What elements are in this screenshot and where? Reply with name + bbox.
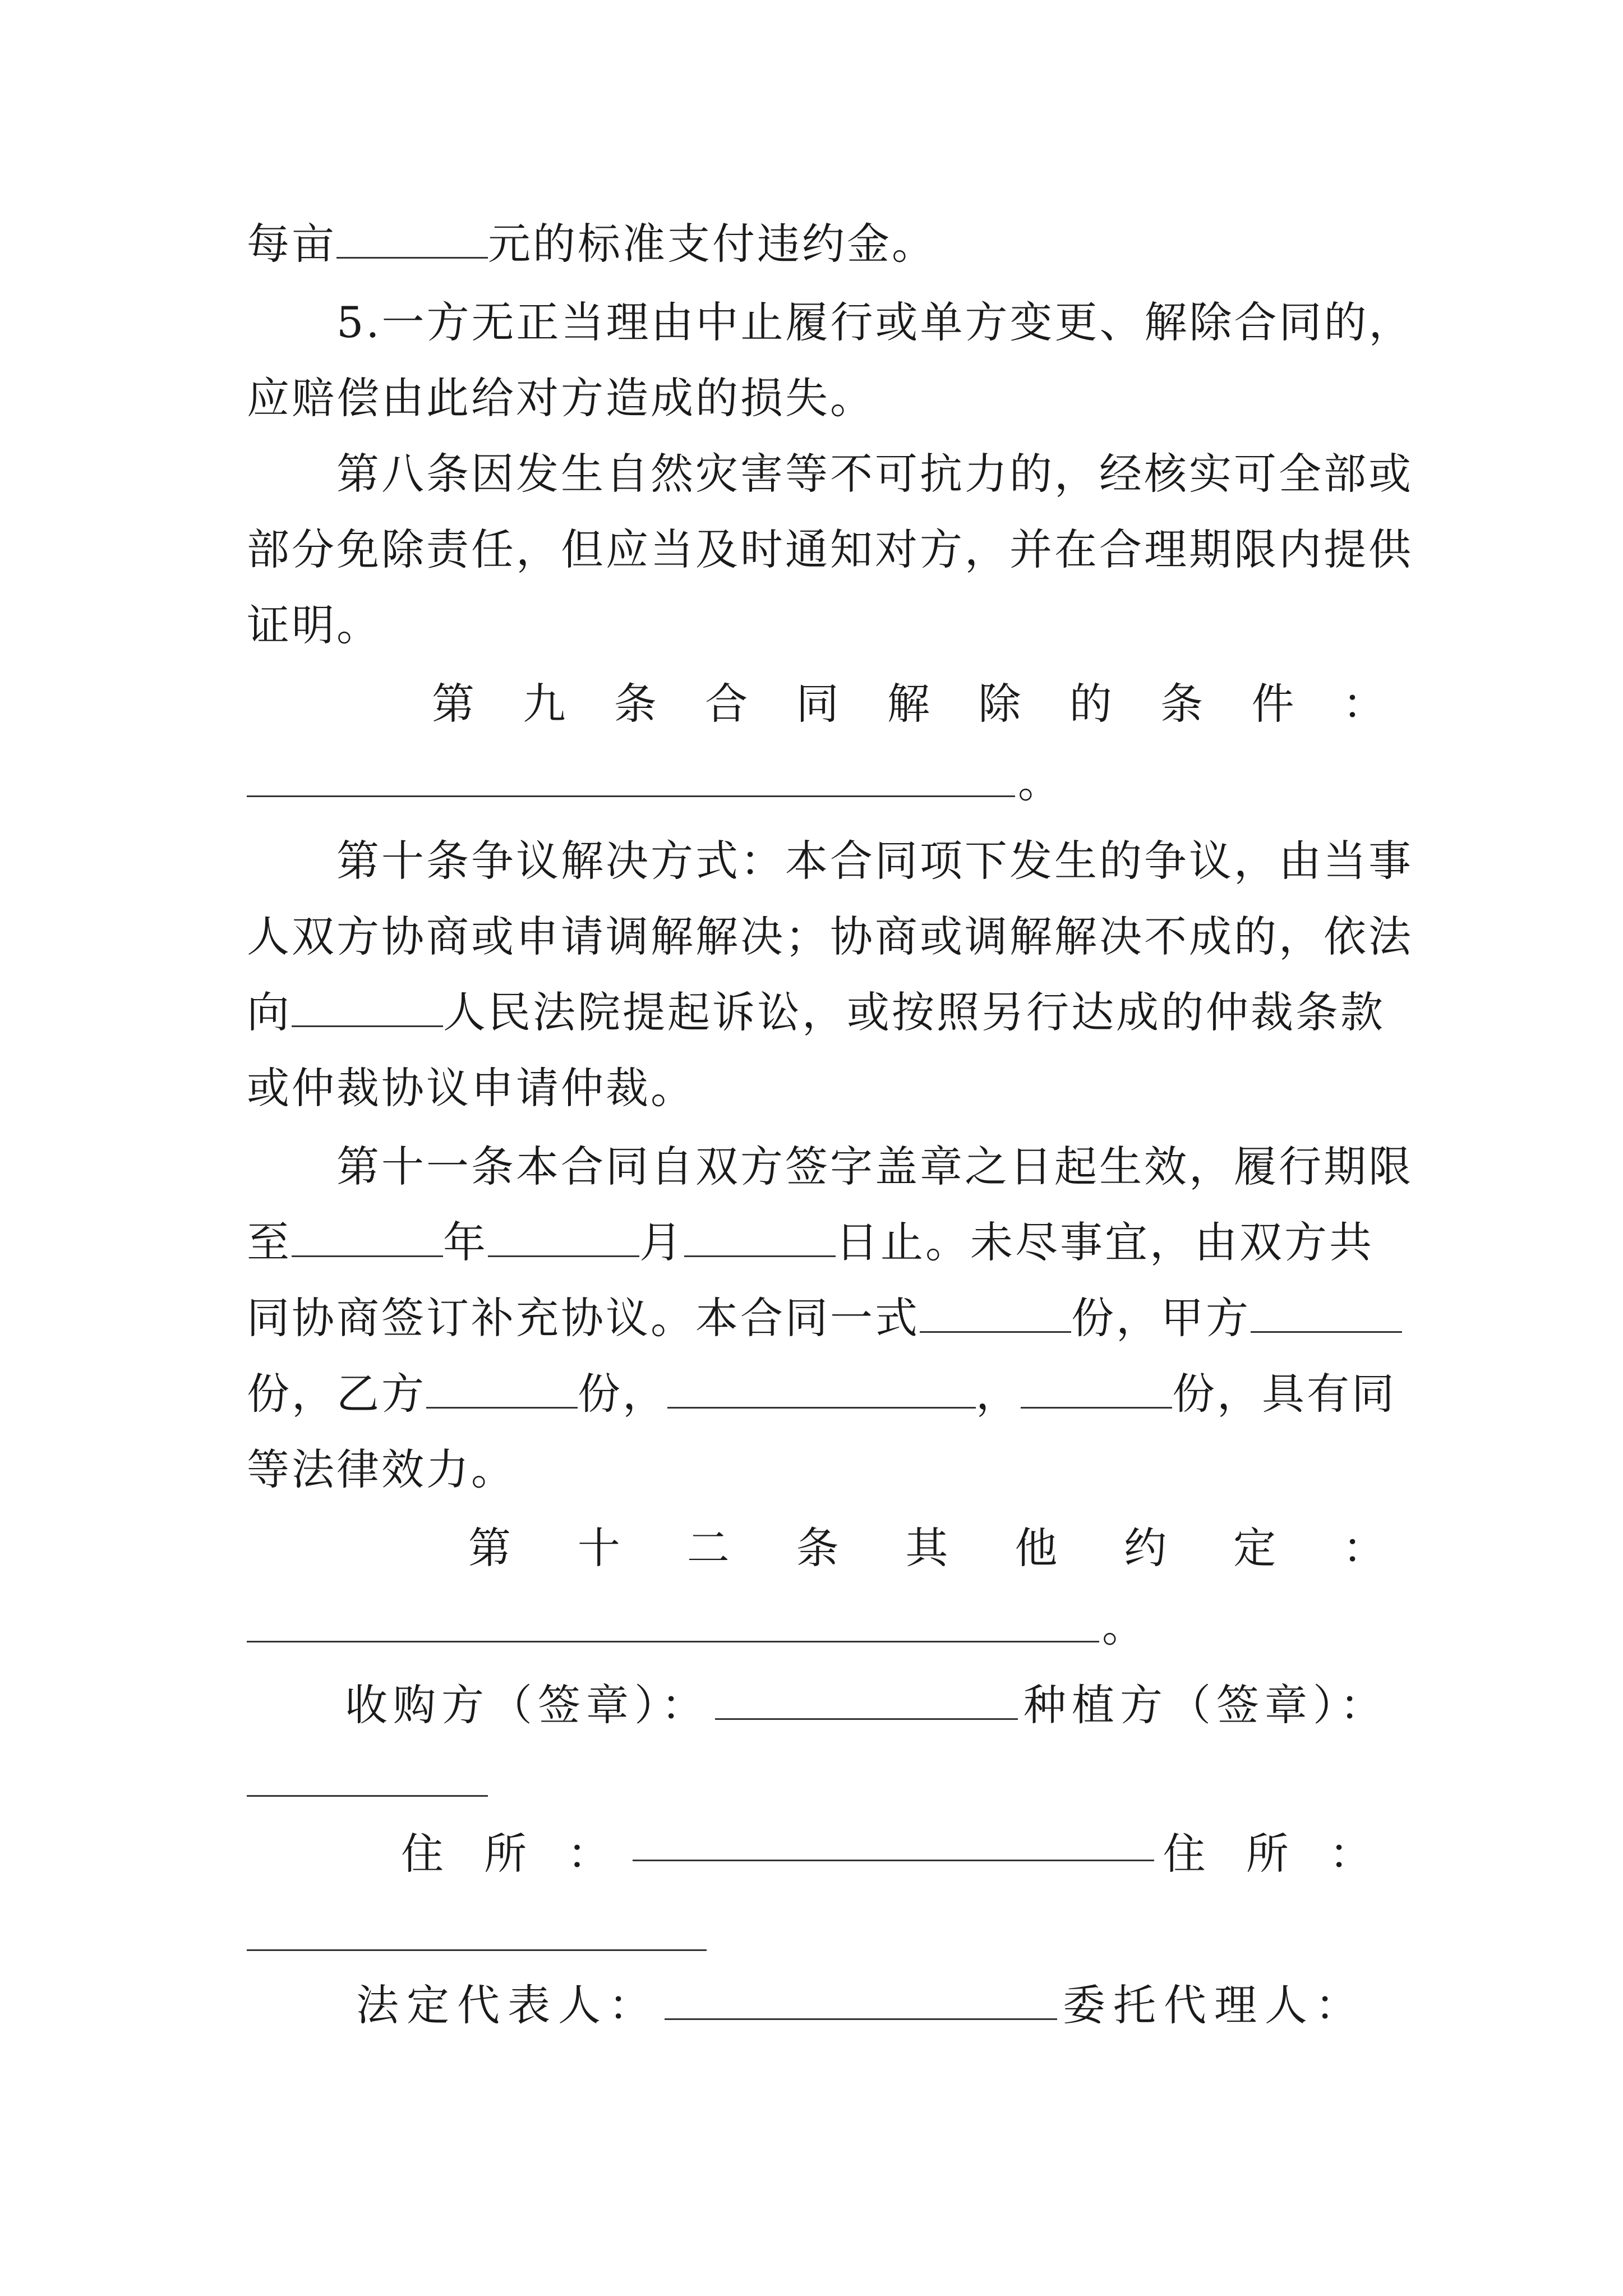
article-11-line — [336, 1139, 1475, 1195]
text: 份， — [578, 1369, 667, 1419]
char: 其 — [905, 1523, 948, 1573]
blank-field — [247, 1949, 707, 1951]
text: 第八条因发生自然灾害等不可抗力的，经核实可全部或 — [336, 449, 1413, 499]
text: 等法律效力。 — [247, 1444, 516, 1494]
penalty-line — [247, 216, 1385, 272]
char: ： — [1342, 679, 1385, 729]
char: 九 — [523, 679, 566, 729]
char: 合 — [705, 679, 748, 729]
blank-field — [1251, 1292, 1402, 1333]
blank-field — [488, 1216, 639, 1257]
blank-field — [336, 218, 488, 259]
address-label-grower: 住 所 ： — [1163, 1829, 1385, 1879]
text: 每亩 — [247, 219, 336, 269]
blank-field — [247, 1795, 488, 1797]
article-10-court — [247, 984, 1385, 1041]
char: 十 — [577, 1523, 620, 1573]
char: ： — [1343, 1523, 1385, 1573]
char: 定 — [1233, 1523, 1276, 1573]
blank-field — [715, 1679, 1018, 1720]
blank-field — [920, 1292, 1071, 1333]
article-8-line — [336, 446, 1475, 502]
char: 除 — [978, 679, 1021, 729]
clause-5-cont — [247, 370, 1385, 426]
blank-field — [665, 1979, 1057, 2020]
blank-field — [684, 1216, 836, 1257]
text: 第十一条本合同自双方签字盖章之日起生效，履行期限 — [336, 1142, 1413, 1191]
signature-purchaser-line — [345, 1677, 1483, 1733]
char: 的 — [1069, 679, 1112, 729]
agent-label: 委托代理人： — [1063, 1980, 1366, 2030]
char: 条 — [1160, 679, 1204, 729]
text: 元的标准支付违约金。 — [488, 219, 937, 269]
representative-line — [356, 1977, 1495, 2033]
blank-field — [292, 1216, 443, 1257]
blank-field — [292, 986, 443, 1027]
blank-field — [667, 1368, 976, 1409]
text: 5.一方无正当理由中止履行或单方变更、解除合同的， — [336, 297, 1414, 347]
char: 条 — [796, 1523, 839, 1573]
article-9-end — [1018, 754, 1130, 811]
char: 件 — [1251, 679, 1294, 729]
article-11-copies — [247, 1290, 1385, 1346]
article-10-line — [336, 833, 1475, 889]
article-12-heading — [468, 1520, 1385, 1576]
blank-field — [247, 1641, 1099, 1642]
article-11-end — [247, 1442, 1385, 1498]
text: 证明。 — [247, 600, 381, 650]
text: 部分免除责任，但应当及时通知对方，并在合理期限内提供 — [247, 524, 1413, 574]
blank-field — [1021, 1368, 1172, 1409]
article-12-end — [1102, 1599, 1214, 1655]
text: 向 — [247, 987, 292, 1037]
text: 月 — [639, 1217, 684, 1267]
text: 应赔偿由此给对方造成的损失。 — [247, 373, 875, 423]
text: 份，乙方 — [247, 1369, 426, 1419]
purchaser-label: 收购方（签章）： — [345, 1680, 709, 1730]
char: 条 — [614, 679, 657, 729]
text: 或仲裁协议申请仲裁。 — [247, 1063, 695, 1113]
blank-field — [633, 1820, 1154, 1861]
text: 同协商签订补充协议。本合同一式 — [247, 1293, 920, 1343]
blank-field — [247, 795, 1015, 797]
text: 至 — [247, 1217, 292, 1267]
char: 第 — [468, 1523, 511, 1573]
article-10-cont — [247, 909, 1413, 965]
text: 人民法院提起诉讼，或按照另行达成的仲裁条款 — [443, 987, 1385, 1037]
article-8-end — [247, 597, 1385, 654]
text: 人双方协商或申请调解解决；协商或调解解决不成的，依法 — [247, 912, 1413, 961]
char: 二 — [686, 1523, 730, 1573]
blank-field — [426, 1368, 578, 1409]
text: 。 — [1018, 757, 1063, 807]
article-9-heading — [432, 676, 1385, 732]
char: 同 — [796, 679, 839, 729]
char: 第 — [432, 679, 474, 729]
text: 第十条争议解决方式：本合同项下发生的争议，由当事 — [336, 836, 1413, 886]
text: 年 — [443, 1217, 488, 1267]
article-11-parties — [247, 1366, 1396, 1422]
char: 他 — [1015, 1523, 1058, 1573]
text: 。 — [1102, 1602, 1147, 1651]
article-11-dates — [247, 1214, 1385, 1271]
article-8-cont — [247, 522, 1413, 578]
text: 份，具有同 — [1172, 1369, 1396, 1419]
grower-label: 种植方（签章）： — [1023, 1680, 1388, 1730]
char: 解 — [887, 679, 930, 729]
text: 份，甲方 — [1071, 1293, 1251, 1343]
article-10-end — [247, 1060, 1385, 1116]
text: 日止。未尽事宜，由双方共 — [836, 1217, 1374, 1267]
text: ， — [976, 1369, 1021, 1419]
address-line — [401, 1826, 1385, 1882]
legal-rep-label: 法定代表人： — [356, 1980, 659, 2030]
char: 约 — [1124, 1523, 1167, 1573]
address-label-purchaser: 住 所 ： — [401, 1829, 624, 1879]
clause-5-line — [336, 295, 1475, 351]
